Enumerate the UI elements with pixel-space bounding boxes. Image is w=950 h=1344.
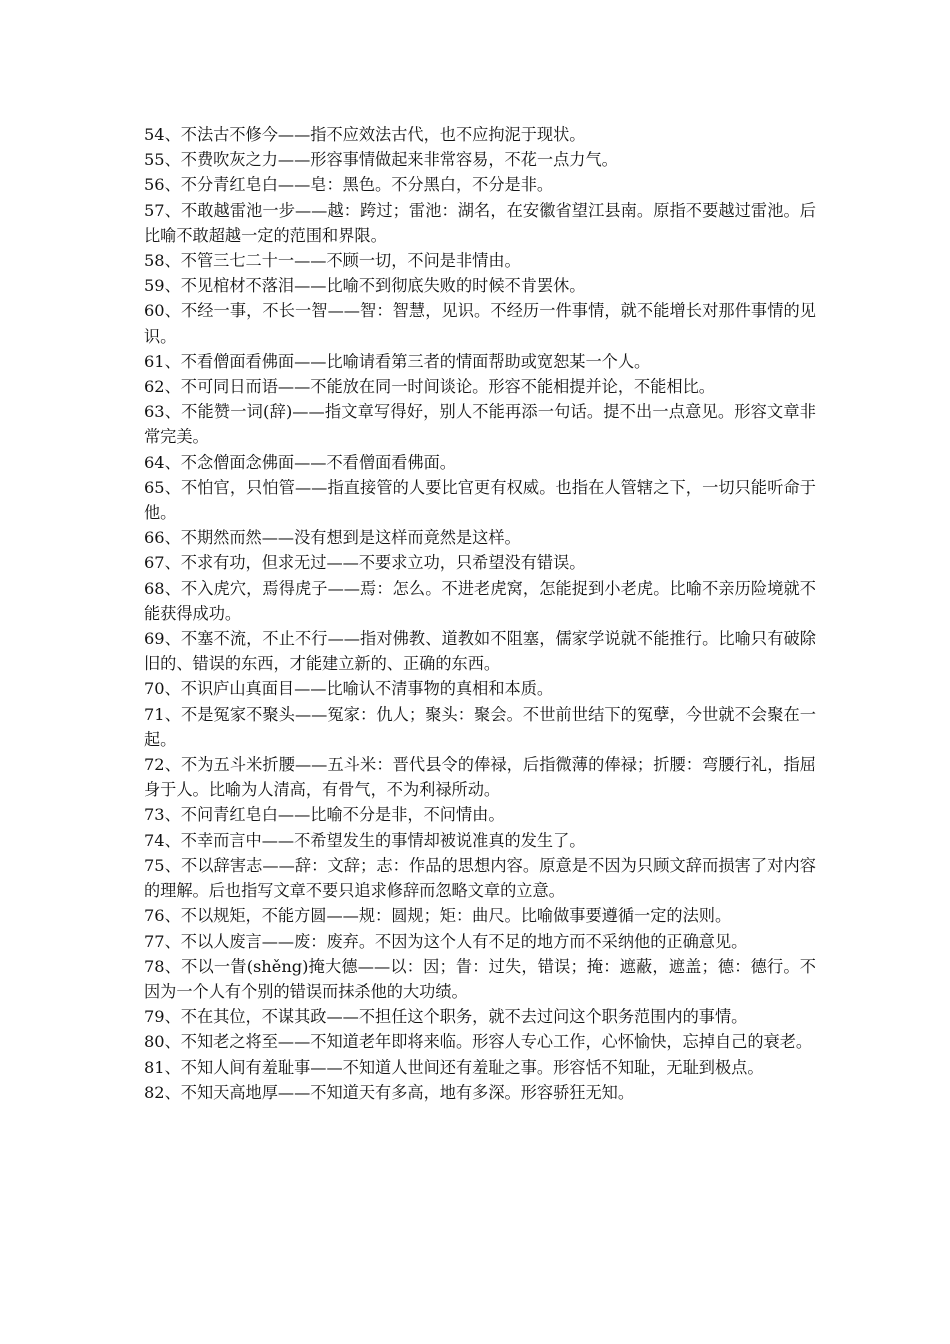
idiom-entry-69: 69、不塞不流，不止不行——指对佛教、道教如不阻塞，儒家学说就不能推行。比喻只有破除旧的、错误的东西，才能建立新的、正确的东西。 bbox=[144, 629, 816, 674]
idiom-entry-75: 75、不以辞害志——辞：文辞；志：作品的思想内容。原意是不因为只顾文辞而损害了对内容的理解。后也指写文章不要只追求修辞而忽略文章的立意。 bbox=[144, 855, 816, 901]
idiom-entry-65: 65、不怕官，只怕管——指直接管的人要比官更有权威。也指在人管辖之下，一切只能听命于他。 bbox=[144, 477, 816, 523]
idiom-entry-62: 62、不可同日而语——不能放在同一时间谈论。形容不能相提并论，不能相比。 bbox=[144, 377, 715, 397]
idiom-entry-60: 60、不经一事，不长一智——智：智慧，见识。不经历一件事情，就不能增长对那件事情的见识。 bbox=[144, 301, 816, 346]
idiom-entry-81: 81、不知人间有羞耻事——不知道人世间还有羞耻之事。形容恬不知耻，无耻到极点。 bbox=[144, 1057, 764, 1077]
idiom-entry-77: 77、不以人废言——废：废弃。不因为这个人有不足的地方而不采纳他的正确意见。 bbox=[144, 931, 748, 951]
idiom-entry-58: 58、不管三七二十一——不顾一切，不问是非情由。 bbox=[144, 251, 521, 271]
idiom-entry-67: 67、不求有功，但求无过——不要求立功，只希望没有错误。 bbox=[144, 553, 586, 573]
idiom-entry-78: 78、不以一眚(shěng)掩大德——以：因；眚：过失，错误；掩：遮蔽，遮盖；德：德行。不因为一个人有个别的错误而抹杀他的大功绩。 bbox=[144, 956, 816, 1001]
idiom-entry-79: 79、不在其位，不谋其政——不担任这个职务，就不去过问这个职务范围内的事情。 bbox=[144, 1007, 748, 1027]
idiom-entry-68: 68、不入虎穴，焉得虎子——焉：怎么。不进老虎窝，怎能捉到小老虎。比喻不亲历险境就不能获得成功。 bbox=[144, 578, 816, 623]
idiom-entry-61: 61、不看僧面看佛面——比喻请看第三者的情面帮助或宽恕某一个人。 bbox=[144, 351, 651, 371]
idiom-entry-63: 63、不能赞一词(辞)——指文章写得好，别人不能再添一句话。提不出一点意见。形容文章非常完美。 bbox=[144, 402, 816, 447]
idiom-entry-76: 76、不以规矩，不能方圆——规：圆规；矩：曲尺。比喻做事要遵循一定的法则。 bbox=[144, 906, 732, 926]
idiom-entry-66: 66、不期然而然——没有想到是这样而竟然是这样。 bbox=[144, 528, 521, 548]
idiom-entry-80: 80、不知老之将至——不知道老年即将来临。形容人专心工作，心怀愉快，忘掉自己的衰老。 bbox=[144, 1032, 813, 1052]
idiom-list bbox=[144, 122, 816, 1105]
idiom-entry-72: 72、不为五斗米折腰——五斗米：晋代县令的俸禄，后指微薄的俸禄；折腰：弯腰行礼，指屈身于人。比喻为人清高，有骨气，不为利禄所动。 bbox=[144, 755, 816, 800]
idiom-entry-71: 71、不是冤家不聚头——冤家：仇人；聚头：聚会。不世前世结下的冤孽，今世就不会聚在一起。 bbox=[144, 704, 816, 749]
idiom-entry-59: 59、不见棺材不落泪——比喻不到彻底失败的时候不肯罢休。 bbox=[144, 276, 586, 296]
idiom-entry-74: 74、不幸而言中——不希望发生的事情却被说准真的发生了。 bbox=[144, 830, 586, 850]
idiom-entry-57: 57、不敢越雷池一步——越：跨过；雷池：湖名，在安徽省望江县南。原指不要越过雷池。后比喻不敢超越一定的范围和界限。 bbox=[144, 200, 816, 245]
idiom-entry-70: 70、不识庐山真面目——比喻认不清事物的真相和本质。 bbox=[144, 679, 554, 699]
idiom-entry-54: 54、不法古不修今——指不应效法古代，也不应拘泥于现状。 bbox=[144, 125, 586, 144]
idiom-entry-56: 56、不分青红皂白——皂：黑色。不分黑白，不分是非。 bbox=[144, 175, 554, 195]
idiom-entry-55: 55、不费吹灰之力——形容事情做起来非常容易，不花一点力气。 bbox=[144, 150, 618, 170]
idiom-entry-64: 64、不念僧面念佛面——不看僧面看佛面。 bbox=[144, 452, 456, 472]
idiom-entry-73: 73、不问青红皂白——比喻不分是非，不问情由。 bbox=[144, 805, 505, 825]
idiom-entry-82: 82、不知天高地厚——不知道天有多高，地有多深。形容骄狂无知。 bbox=[144, 1082, 635, 1102]
